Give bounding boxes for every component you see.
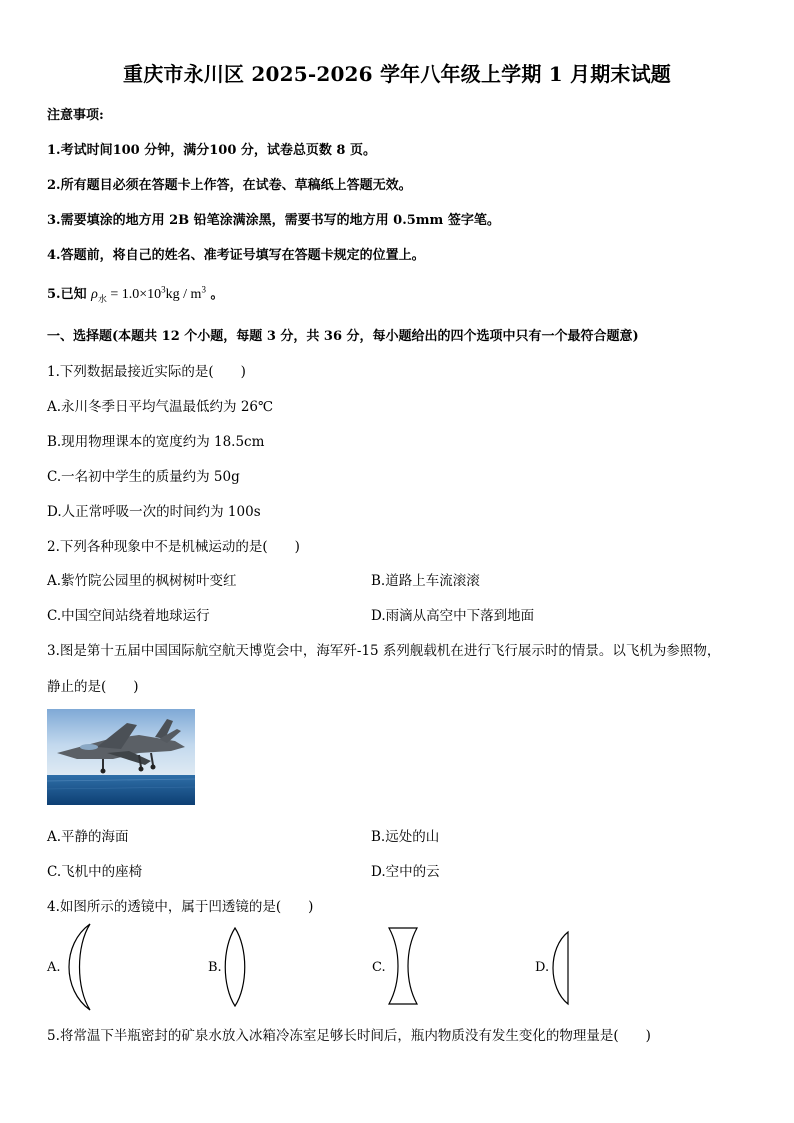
q3-option-b: B.远处的山	[371, 829, 440, 845]
water-density-formula	[91, 284, 206, 304]
note-item-5-prefix: 5.已知	[47, 287, 87, 302]
q1-option-d: D.人正常呼吸一次的时间约为 100s	[47, 504, 261, 520]
convex-lens-icon	[220, 926, 250, 1008]
note-item-4: 4.答题前，将自己的姓名、准考证号填写在答题卡规定的位置上。	[47, 248, 425, 263]
note-item-5-end: 。	[205, 287, 224, 302]
q4-label-b: B.	[208, 960, 222, 975]
q5-stem: 5.将常温下半瓶密封的矿泉水放入冰箱冷冻室足够长时间后，瓶内物质没有发生变化的物理量是( )	[47, 1028, 651, 1044]
q2-option-d: D.雨滴从高空中下落到地面	[371, 608, 535, 624]
section-heading: 一、选择题(本题共 12 个小题，每题 3 分，共 36 分，每小题给出的四个选项中只有一个最符合题意)	[47, 329, 639, 344]
q3-stem-line-1: 3.图是第十五届中国国际航空航天博览会中，海军歼-15 系列舰载机在进行飞行展示时的情景。以飞机为参照物，	[47, 643, 721, 659]
q4-label-c: C.	[372, 960, 386, 975]
density-exponent: 3	[161, 284, 166, 295]
q2-option-c: C.中国空间站绕着地球运行	[47, 608, 210, 624]
plano-convex-lens-icon	[546, 930, 572, 1006]
density-unit: kg / m	[165, 287, 202, 302]
note-item-3: 3.需要填涂的地方用 2B 铅笔涂满涂黑，需要书写的地方用 0.5mm 签字笔。	[47, 213, 500, 228]
meniscus-lens-icon	[58, 922, 98, 1012]
note-item-2: 2.所有题目必须在答题卡上作答，在试卷、草稿纸上答题无效。	[47, 178, 412, 193]
note-item-1: 1.考试时间100 分钟，满分100 分，试卷总页数 8 页。	[47, 143, 376, 158]
q3-stem-line-2: 静止的是( )	[47, 679, 139, 695]
q3-option-c: C.飞机中的座椅	[47, 864, 143, 880]
q3-option-d: D.空中的云	[371, 864, 440, 880]
q2-stem: 2.下列各种现象中不是机械运动的是( )	[47, 539, 300, 555]
q4-label-d: D.	[535, 960, 550, 975]
q4-label-a: A.	[47, 960, 61, 975]
rho-subscript: 水	[97, 293, 107, 304]
rho-symbol: ρ	[91, 287, 98, 302]
q1-option-a: A.永川冬季日平均气温最低约为 26℃	[47, 399, 274, 415]
q1-stem: 1.下列数据最接近实际的是( )	[47, 364, 246, 380]
q1-option-c: C.一名初中学生的质量约为 50g	[47, 469, 240, 485]
concave-lens-icon	[386, 926, 420, 1006]
q4-stem: 4.如图所示的透镜中，属于凹透镜的是( )	[47, 899, 314, 915]
q1-option-b: B.现用物理课本的宽度约为 18.5cm	[47, 434, 265, 450]
note-item-5	[47, 283, 223, 305]
fighter-jet-photo	[47, 709, 195, 805]
density-value: = 1.0×10	[106, 287, 162, 302]
unit-exponent: 3	[201, 284, 206, 295]
q2-option-a: A.紫竹院公园里的枫树树叶变红	[47, 573, 237, 589]
q3-option-a: A.平静的海面	[47, 829, 129, 845]
page-title: 重庆市永川区 2025-2026 学年八年级上学期 1 月期末试题	[123, 62, 671, 86]
notes-heading: 注意事项:	[47, 108, 104, 123]
q2-option-b: B.道路上车流滚滚	[371, 573, 480, 589]
